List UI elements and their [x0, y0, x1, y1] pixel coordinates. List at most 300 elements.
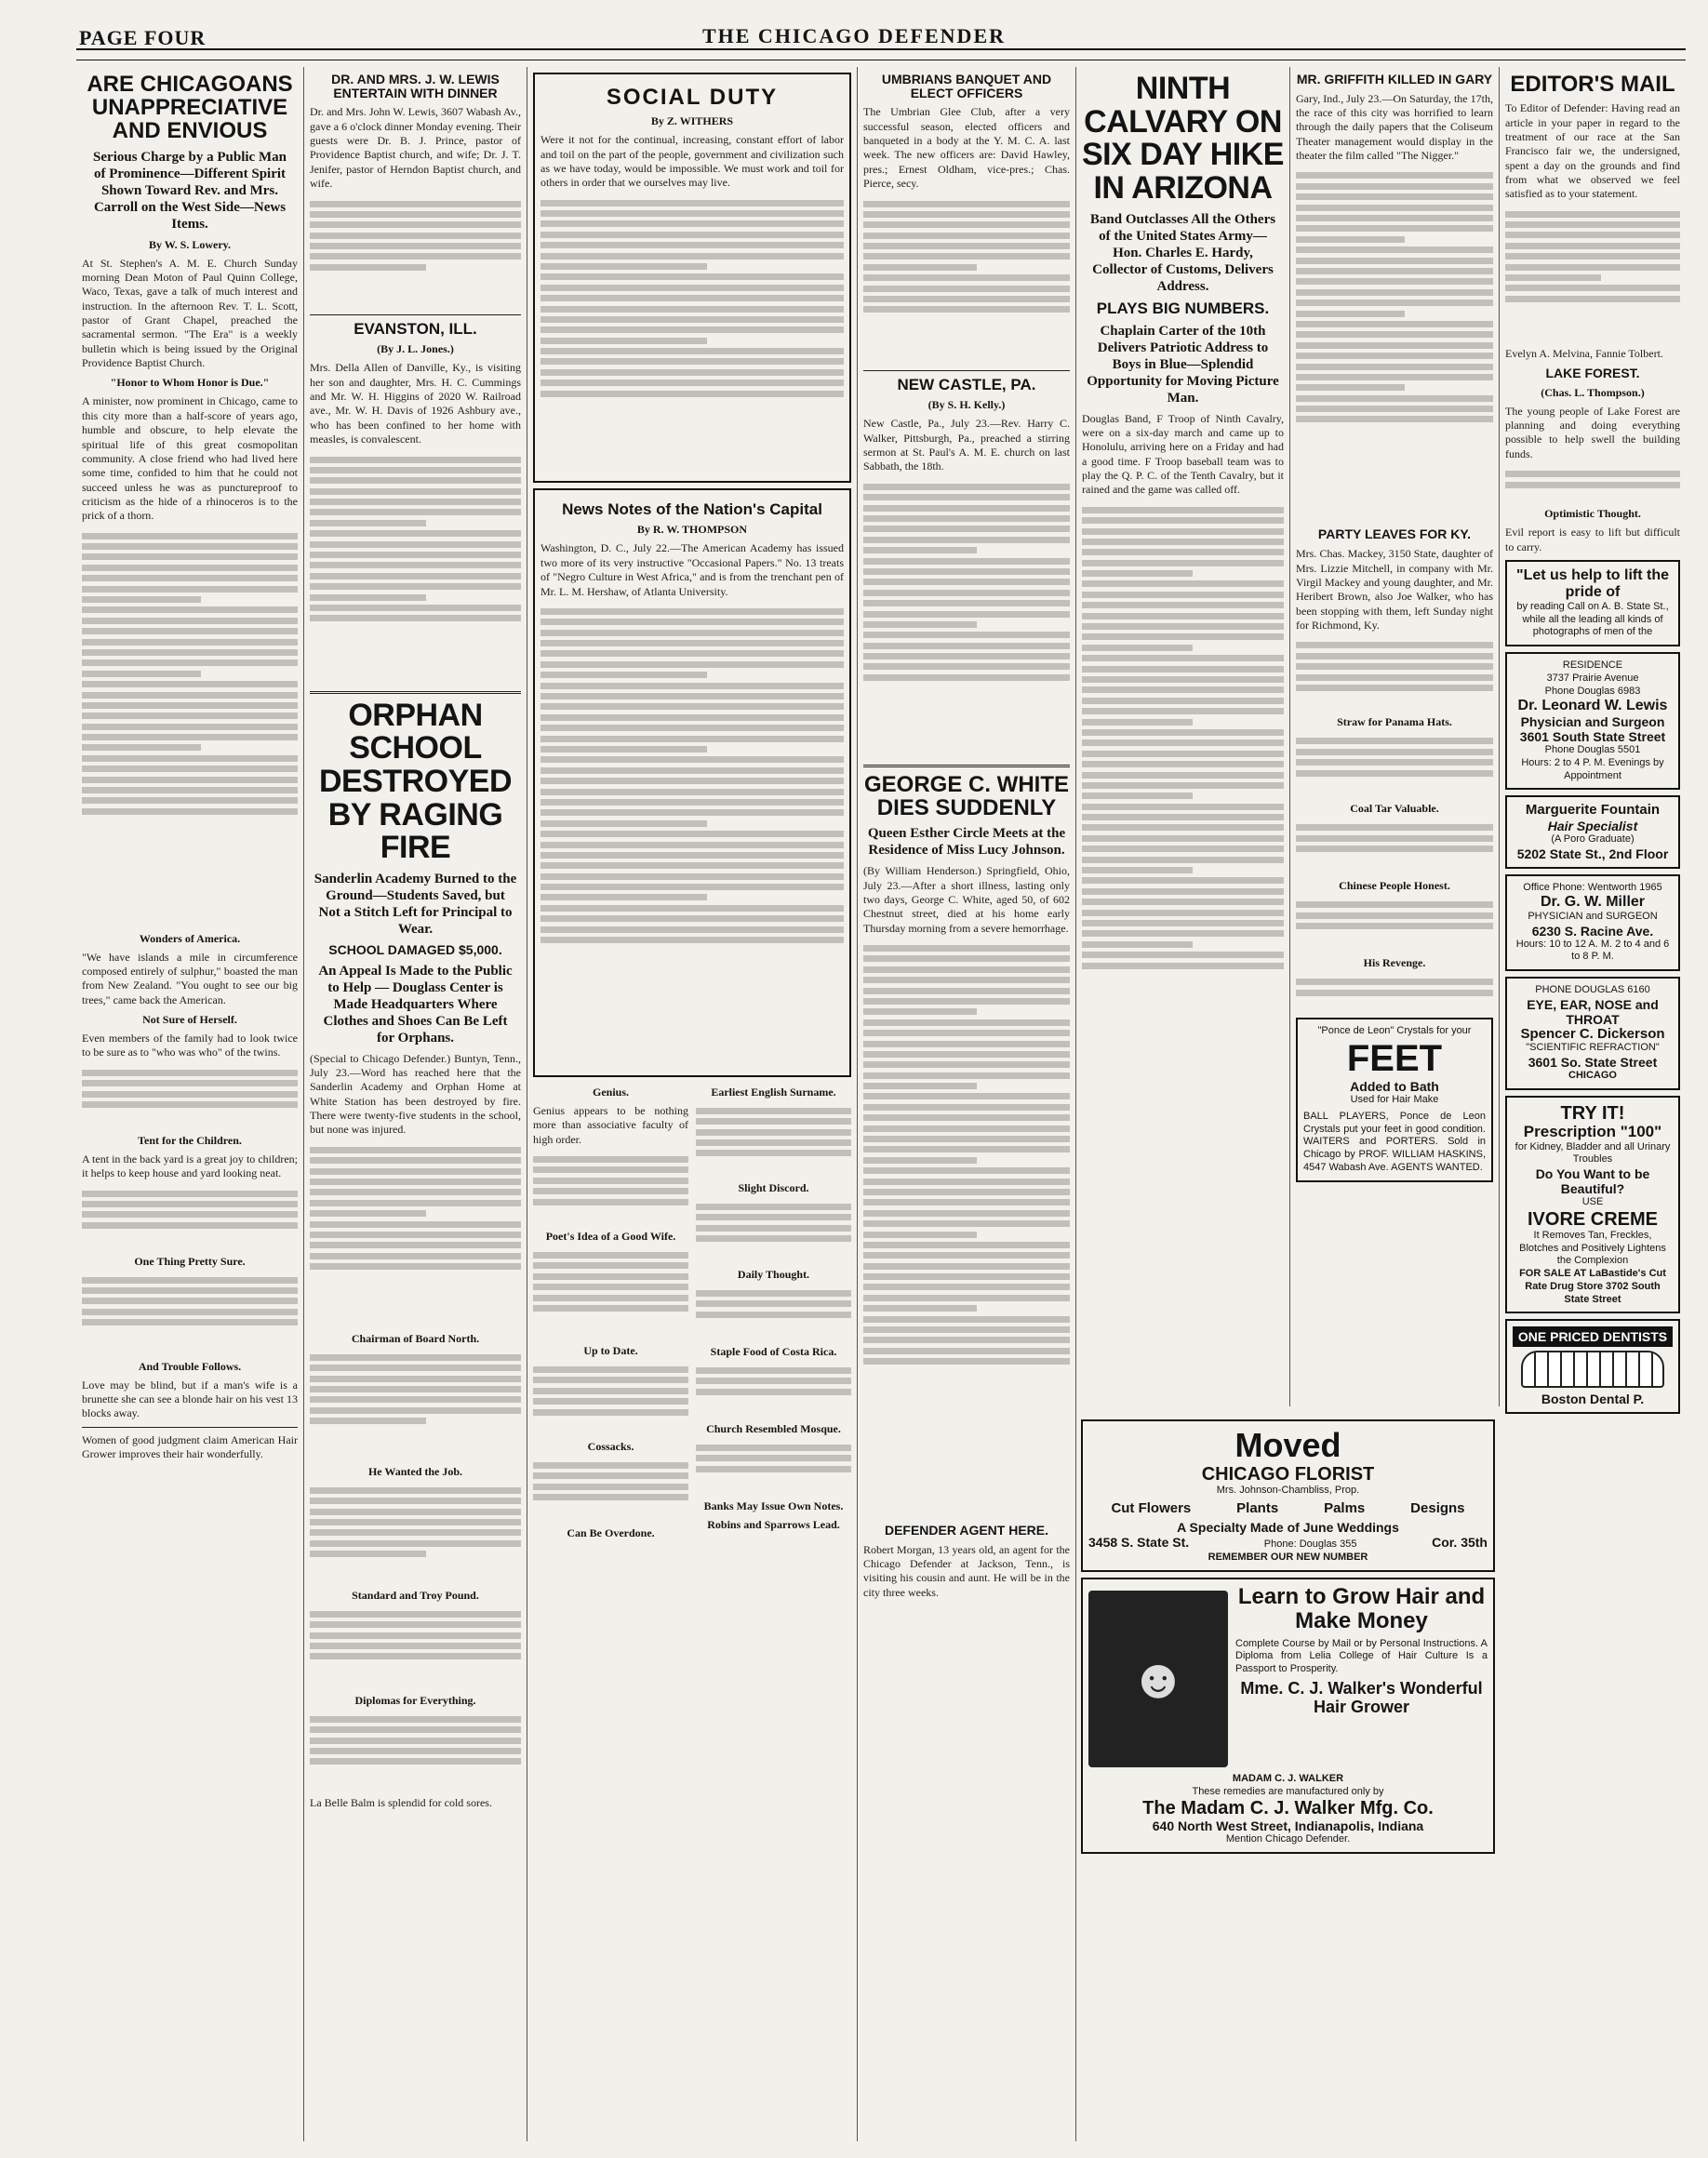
column-6 — [1290, 67, 1500, 1406]
headline: NINTH CALVARY ON SIX DAY HIKE IN ARIZONA — [1082, 71, 1284, 206]
text-line — [696, 1204, 851, 1210]
ad-title: The Madam C. J. Walker Mfg. Co. — [1142, 1798, 1434, 1819]
text-line — [1296, 246, 1493, 253]
text-line — [310, 1354, 521, 1361]
text-line — [863, 1104, 1070, 1111]
ad-title: "Let us help to lift the pride of — [1515, 566, 1670, 600]
text-line — [310, 1748, 521, 1754]
text-filler — [696, 1364, 851, 1419]
headline: ARE CHICAGOANS UNAPPRECIATIVE AND ENVIOUS — [87, 72, 293, 144]
article-text: A minister, now prominent in Chicago, came to this city more than a half-score of years ago, humble and obscure, to help elevate the spiritual life of this great cosmopolitan community. A close friend who had lived here some time, confided to him that he could not succeed unless he was as punctureproof to criticism as the hide of a rhinoceros is to the prick of a thorn. — [82, 394, 298, 523]
text-line — [310, 1386, 521, 1392]
text-line — [1082, 698, 1284, 704]
walker-top — [1088, 1585, 1488, 1773]
text-line — [310, 1263, 521, 1270]
text-line — [1505, 232, 1680, 238]
columns — [76, 67, 1686, 2141]
text-line — [533, 1252, 688, 1259]
text-line — [540, 242, 844, 248]
ad-line: 3601 So. State Street — [1528, 1055, 1658, 1071]
text-line — [1082, 655, 1284, 661]
text-line — [540, 369, 844, 376]
ad-title: Spencer C. Dickerson — [1520, 1025, 1665, 1042]
ad-line: 5202 State St., 2nd Floor — [1516, 846, 1669, 861]
byline: (Chas. L. Thompson.) — [1541, 385, 1645, 399]
text-line — [310, 253, 521, 260]
text-line — [1296, 395, 1493, 402]
text-line — [1296, 289, 1493, 296]
text-line — [863, 505, 1070, 512]
text-line — [310, 509, 521, 515]
byline: (By S. H. Kelly.) — [927, 398, 1006, 412]
ad-title: Dr. G. W. Miller — [1540, 894, 1646, 911]
text-line — [1082, 899, 1284, 905]
text-line — [540, 683, 844, 689]
text-line — [533, 1462, 688, 1469]
byline: By W. S. Lowery. — [148, 237, 232, 251]
text-line — [82, 681, 298, 687]
text-filler — [1296, 168, 1493, 522]
text-line — [310, 1611, 521, 1618]
headline: DR. AND MRS. J. W. LEWIS ENTERTAIN WITH DINNER — [331, 72, 500, 100]
text-line — [1296, 416, 1493, 422]
subhead: Staple Food of Costa Rica. — [710, 1344, 837, 1358]
subhead: Coal Tar Valuable. — [1350, 802, 1439, 816]
text-line — [533, 1409, 688, 1416]
ad-title: Prescription "100" — [1523, 1122, 1662, 1140]
divider — [310, 314, 521, 315]
headline: EDITOR'S MAIL — [1510, 72, 1675, 97]
text-line — [863, 600, 1070, 606]
text-line — [540, 703, 844, 710]
text-filler — [1296, 638, 1493, 713]
deck: Queen Esther Circle Meets at the Residence of Miss Lucy Johnson. — [867, 826, 1066, 859]
ad-item: Cut Flowers — [1111, 1500, 1192, 1517]
headline: News Notes of the Nation's Capital — [562, 500, 822, 518]
text-filler — [1505, 467, 1680, 504]
headline: SOCIAL DUTY — [606, 85, 779, 110]
article-text: Dr. and Mrs. John W. Lewis, 3607 Wabash Av., gave a 6 o'clock dinner Monday evening. Their guests were Dr. B. J. Prince, pastor of Providence Baptist church, and wife; Dr. J. T. Jenifer, pastor of Herndon Baptist church, and wife. — [310, 105, 521, 191]
text-line — [540, 358, 844, 365]
text-line — [1296, 912, 1493, 919]
text-line — [540, 842, 844, 848]
text-line — [696, 1235, 851, 1242]
text-filler — [1505, 207, 1680, 347]
article-text: (Special to Chicago Defender.) Buntyn, Tenn., July 23.—Word has reached here that the Sanderlin Academy and Orphan Home at White Station has been destroyed by fire. There were twenty-five students in the school, but none was injured. — [310, 1051, 521, 1137]
text-line — [540, 316, 844, 323]
ad-line: (A Poro Graduate) — [1551, 833, 1635, 845]
text-line — [540, 926, 844, 933]
text-filler — [1296, 734, 1493, 799]
text-line — [1082, 930, 1284, 937]
text-filler — [533, 1152, 688, 1227]
text-filler — [863, 941, 1070, 1518]
text-line — [82, 1191, 298, 1197]
fountain-hair-ad — [1505, 795, 1680, 868]
text-line — [863, 1273, 1070, 1280]
text-line — [863, 264, 977, 271]
text-line — [863, 611, 1070, 618]
deck: An Appeal Is Made to the Public to Help — Douglass Center is Made Headquarters Where Clothes and Shoes Can Be Left for Orphans. — [318, 963, 513, 1046]
text-line — [533, 1472, 688, 1479]
text-line — [540, 391, 844, 397]
text-line — [533, 1295, 688, 1301]
ad-line: Do You Want to be Beautiful? — [1535, 1166, 1650, 1197]
text-line — [310, 221, 521, 228]
text-line — [540, 661, 844, 668]
text-line — [540, 937, 844, 943]
text-line — [1082, 686, 1284, 693]
text-line — [82, 533, 298, 540]
text-line — [310, 1758, 521, 1765]
subhead: Robins and Sparrows Lead. — [707, 1517, 840, 1531]
ad-line: Hours: 2 to 4 P. M. Evenings by Appointment — [1521, 756, 1664, 781]
text-line — [82, 766, 298, 772]
text-line — [696, 1466, 851, 1472]
text-line — [310, 1487, 521, 1494]
text-line — [310, 1498, 521, 1504]
text-line — [863, 286, 1070, 292]
text-line — [540, 306, 844, 313]
text-line — [533, 1188, 688, 1194]
text-line — [540, 295, 844, 301]
text-line — [82, 1222, 298, 1229]
text-line — [1082, 963, 1284, 969]
text-line — [1296, 215, 1493, 221]
text-line — [1505, 243, 1680, 249]
text-line — [1296, 374, 1493, 380]
text-line — [1505, 296, 1680, 302]
text-line — [1296, 236, 1405, 243]
text-line — [540, 326, 844, 333]
capital-news-box — [533, 488, 851, 1077]
text-line — [863, 547, 977, 553]
text-line — [310, 562, 521, 568]
subhead: Earliest English Surname. — [711, 1085, 836, 1099]
text-line — [540, 348, 844, 354]
text-line — [1296, 300, 1493, 306]
text-line — [533, 1366, 688, 1373]
text-line — [310, 1179, 521, 1185]
article-text: Evil report is easy to lift but difficult to carry. — [1505, 526, 1680, 553]
article-text: Robert Morgan, 13 years old, an agent for the Chicago Defender at Jackson, Tenn., is visiting his cousin and aunt. He will be in the city three weeks. — [863, 1542, 1070, 1599]
text-line — [1296, 268, 1493, 274]
byline: (By J. L. Jones.) — [377, 342, 454, 356]
text-line — [540, 714, 844, 721]
text-line — [1082, 729, 1284, 736]
text-line — [863, 955, 1070, 962]
text-line — [1082, 782, 1284, 789]
text-line — [310, 1147, 521, 1153]
text-line — [82, 1319, 298, 1325]
text-line — [1296, 642, 1493, 648]
text-line — [1296, 990, 1493, 996]
article-text: Women of good judgment claim American Hair Grower improves their hair wonderfully. — [82, 1432, 298, 1460]
article-text: Even members of the family had to look twice to be sure as to "who was who" of the twins. — [82, 1032, 298, 1059]
text-line — [540, 905, 844, 912]
article-text: Washington, D. C., July 22.—The American Academy has issued two more of its very instructive "Occasional Papers." No. 13 treats of "Negro Culture in West Africa," and is from the trenchant pen of Mr. L. M. Hershaw, of Atlanta University. — [540, 541, 844, 598]
text-line — [310, 1621, 521, 1628]
text-line — [540, 915, 844, 922]
text-line — [1082, 719, 1193, 726]
article-text: Love may be blind, but if a man's wife is a brunette she can see a blonde hair on his vest 13 blocks away. — [82, 1378, 298, 1420]
text-line — [82, 618, 298, 624]
ad-line: 3601 South State Street — [1519, 729, 1666, 744]
text-line — [540, 672, 707, 678]
text-line — [82, 1101, 298, 1108]
text-line — [1296, 258, 1493, 264]
text-line — [696, 1378, 851, 1384]
text-line — [310, 1157, 521, 1164]
ad-line: Used for Hair Make — [1350, 1094, 1439, 1106]
short-items — [533, 1083, 851, 1545]
subhead: Can Be Overdone. — [567, 1525, 655, 1539]
text-line — [1296, 172, 1493, 179]
ad-line: Mrs. Johnson-Chambliss, Prop. — [1216, 1484, 1360, 1496]
text-line — [540, 693, 844, 699]
article-text: Were it not for the continual, increasing, constant effort of labor and toil on the part of the people, government and civilization such as we have today, would be impossible. We must work and toil for others in order that we ourselves may live. — [540, 133, 844, 190]
divider — [82, 1427, 298, 1428]
deck: Serious Charge by a Public Man of Prominence—Different Spirit Shown Toward Rev. and Mrs. Carroll on the West Side—News Items. — [93, 149, 287, 232]
text-line — [863, 1305, 977, 1312]
text-filler — [863, 197, 1070, 365]
ad-body: BALL PLAYERS, Ponce de Leon Crystals put your feet in good condition. WAITERS and PORTERS. Sold in Chicago by PROF. WILLIAM HASKINS, 4547 Wabash Ave. AGENTS WANTED. — [1303, 1110, 1486, 1173]
text-line — [1082, 941, 1193, 948]
ad-title: Moved — [1234, 1426, 1341, 1464]
text-line — [863, 484, 1070, 490]
subhead: Genius. — [592, 1085, 629, 1099]
text-line — [82, 702, 298, 709]
text-line — [1082, 867, 1193, 873]
text-line — [310, 499, 521, 505]
text-line — [1296, 225, 1493, 232]
text-filler — [1296, 820, 1493, 876]
headline: EVANSTON, ILL. — [354, 319, 477, 338]
ad-line: Physician and Surgeon — [1520, 714, 1665, 729]
text-line — [863, 945, 1070, 952]
text-filler — [863, 480, 1070, 759]
text-line — [82, 692, 298, 699]
text-line — [1082, 846, 1284, 852]
text-filler — [540, 196, 844, 475]
text-line — [540, 789, 844, 795]
ad-item: Plants — [1236, 1500, 1279, 1517]
text-line — [863, 1051, 1070, 1058]
text-filler — [533, 1363, 688, 1437]
text-line — [696, 1455, 851, 1461]
ad-line: RESIDENCE — [1562, 659, 1623, 672]
ad-line: Office Phone: Wentworth 1965 — [1523, 881, 1662, 893]
text-line — [82, 1309, 298, 1315]
text-filler — [533, 1459, 688, 1524]
ad-line: CHICAGO — [1568, 1070, 1617, 1082]
text-line — [1505, 285, 1680, 291]
ad-line: PHONE DOUGLAS 6160 — [1535, 984, 1650, 996]
article-text: The Umbrian Glee Club, after a very successful season, elected officers and banqueted in a body at the Y. M. C. A. last week. The new officers are: David Hawley, pres.; Ernest Oldham, vice-pres.; Chas. Pierce, secy. — [863, 105, 1070, 191]
ad-item: Palms — [1324, 1500, 1366, 1517]
text-line — [863, 1232, 977, 1238]
text-line — [82, 744, 201, 751]
article-text: Evelyn A. Melvina, Fannie Tolbert. — [1505, 346, 1663, 360]
text-line — [1082, 804, 1284, 810]
text-line — [540, 640, 844, 646]
text-line — [540, 232, 844, 238]
text-line — [82, 671, 201, 677]
subhead: Chairman of Board North. — [351, 1331, 480, 1345]
ad-address-row — [1088, 1535, 1488, 1552]
text-line — [533, 1377, 688, 1383]
text-line — [1296, 674, 1493, 681]
text-line — [1296, 321, 1493, 327]
text-line — [310, 1643, 521, 1649]
text-filler — [310, 1351, 521, 1462]
text-filler — [696, 1200, 851, 1265]
headline: PLAYS BIG NUMBERS. — [1096, 299, 1270, 317]
header-rule — [76, 48, 1686, 60]
text-line — [1082, 580, 1284, 587]
text-line — [863, 253, 1070, 260]
text-line — [310, 1200, 521, 1206]
article-text: (By William Henderson.) Springfield, Ohio, July 23.—After a short illness, lasting only two days, George C. White, aged 50, of 602 Chestnut street, died at his home early Thursday morning from a severe hemorrhage. — [863, 864, 1070, 935]
text-line — [696, 1129, 851, 1136]
text-line — [82, 724, 298, 730]
article-text: La Belle Balm is splendid for cold sores. — [310, 1795, 492, 1809]
text-line — [310, 488, 521, 495]
text-line — [1082, 507, 1284, 513]
text-line — [1082, 793, 1193, 799]
subhead: One Thing Pretty Sure. — [134, 1254, 246, 1268]
text-line — [310, 1365, 521, 1371]
ad-title: Learn to Grow Hair and Make Money — [1237, 1583, 1486, 1634]
text-line — [310, 541, 521, 548]
ad-line: Boston Dental P. — [1541, 1392, 1645, 1407]
text-line — [1296, 653, 1493, 659]
text-filler — [1082, 503, 1284, 1136]
text-line — [310, 243, 521, 249]
text-line — [863, 1348, 1070, 1354]
ad-line: Phone Douglas 5501 — [1544, 744, 1641, 755]
text-line — [696, 1445, 851, 1451]
text-line — [1082, 751, 1284, 757]
text-line — [863, 621, 977, 628]
text-line — [540, 820, 707, 827]
headline: ORPHAN SCHOOL DESTROYED BY RAGING FIRE — [318, 697, 513, 866]
text-filler — [1296, 898, 1493, 953]
text-line — [863, 1220, 1070, 1227]
subhead: Standard and Troy Pound. — [352, 1588, 479, 1602]
text-line — [1082, 633, 1284, 640]
text-line — [1082, 835, 1284, 842]
text-line — [310, 1632, 521, 1639]
text-filler — [82, 1187, 298, 1252]
ad-line: 6230 S. Racine Ave. — [1531, 923, 1654, 939]
ad-title: ONE PRICED DENTISTS — [1513, 1326, 1673, 1347]
text-line — [82, 1277, 298, 1284]
text-line — [1082, 952, 1284, 958]
text-line — [82, 575, 298, 581]
text-line — [1082, 877, 1284, 884]
bottom-ads — [1081, 1414, 1495, 1859]
text-line — [82, 553, 298, 560]
text-line — [863, 1358, 1070, 1365]
ad-line: Hair Specialist — [1547, 818, 1638, 833]
headline: DEFENDER AGENT HERE. — [884, 1522, 1049, 1538]
ad-title: Dr. Leonard W. Lewis — [1517, 698, 1668, 714]
text-line — [863, 998, 1070, 1005]
text-line — [310, 605, 521, 611]
text-line — [540, 884, 844, 890]
text-line — [540, 725, 844, 731]
text-line — [863, 1179, 1070, 1185]
ad-line: FOR SALE AT LaBastide's Cut Rate Drug Store 3702 South State Street — [1519, 1268, 1666, 1305]
teeth-illustration — [1521, 1351, 1664, 1388]
text-line — [863, 274, 1070, 281]
ad-line: Cor. 35th — [1432, 1535, 1488, 1551]
text-line — [1082, 570, 1193, 577]
subhead: He Wanted the Job. — [367, 1464, 463, 1478]
ad-line: for Kidney, Bladder and all Urinary Troubles — [1515, 1140, 1671, 1166]
chicago-florist-ad — [1081, 1419, 1495, 1572]
text-line — [540, 380, 844, 386]
text-line — [1505, 482, 1680, 488]
text-line — [1296, 846, 1493, 852]
text-line — [863, 515, 1070, 522]
text-line — [82, 1287, 298, 1294]
text-line — [310, 1189, 521, 1195]
text-line — [1296, 311, 1405, 317]
ad-line: REMEMBER OUR NEW NUMBER — [1208, 1552, 1368, 1564]
text-line — [1296, 384, 1405, 391]
text-line — [1082, 857, 1284, 863]
divider — [863, 370, 1070, 371]
text-line — [863, 1326, 1070, 1333]
text-line — [310, 233, 521, 239]
text-line — [1296, 759, 1493, 766]
text-line — [1296, 278, 1493, 285]
byline: By R. W. THOMPSON — [636, 523, 748, 537]
text-line — [863, 526, 1070, 532]
text-line — [82, 596, 201, 603]
text-line — [1296, 923, 1493, 929]
text-line — [310, 477, 521, 484]
miller-physician-ad — [1505, 874, 1680, 972]
text-line — [82, 808, 298, 815]
text-line — [863, 211, 1070, 218]
divider — [310, 691, 521, 694]
text-line — [540, 263, 707, 270]
text-line — [863, 579, 1070, 585]
text-line — [82, 543, 298, 550]
text-line — [863, 1093, 1070, 1099]
text-line — [310, 264, 426, 271]
text-line — [1082, 910, 1284, 916]
text-line — [1082, 676, 1284, 683]
text-line — [310, 1540, 521, 1547]
subhead: Poet's Idea of a Good Wife. — [545, 1229, 676, 1243]
article-text: Douglas Band, F Troop of Ninth Cavalry, were on a six-day march and came up to Honolulu, arriving here on a Friday and had a good time. F Troop baseball team was to play the Q. P. C. of the Tenth Cavalry, but it rained and the game was called off. — [1082, 411, 1284, 497]
text-filler — [696, 1286, 851, 1342]
text-line — [82, 1070, 298, 1076]
text-line — [1296, 183, 1493, 190]
ad-line: Phone: Douglas 355 — [1263, 1539, 1357, 1551]
text-line — [310, 1253, 521, 1259]
ivore-creme-ad — [1505, 1096, 1680, 1313]
text-line — [540, 799, 844, 806]
text-line — [82, 565, 298, 571]
text-line — [533, 1178, 688, 1184]
text-line — [696, 1214, 851, 1220]
text-line — [310, 1168, 521, 1175]
